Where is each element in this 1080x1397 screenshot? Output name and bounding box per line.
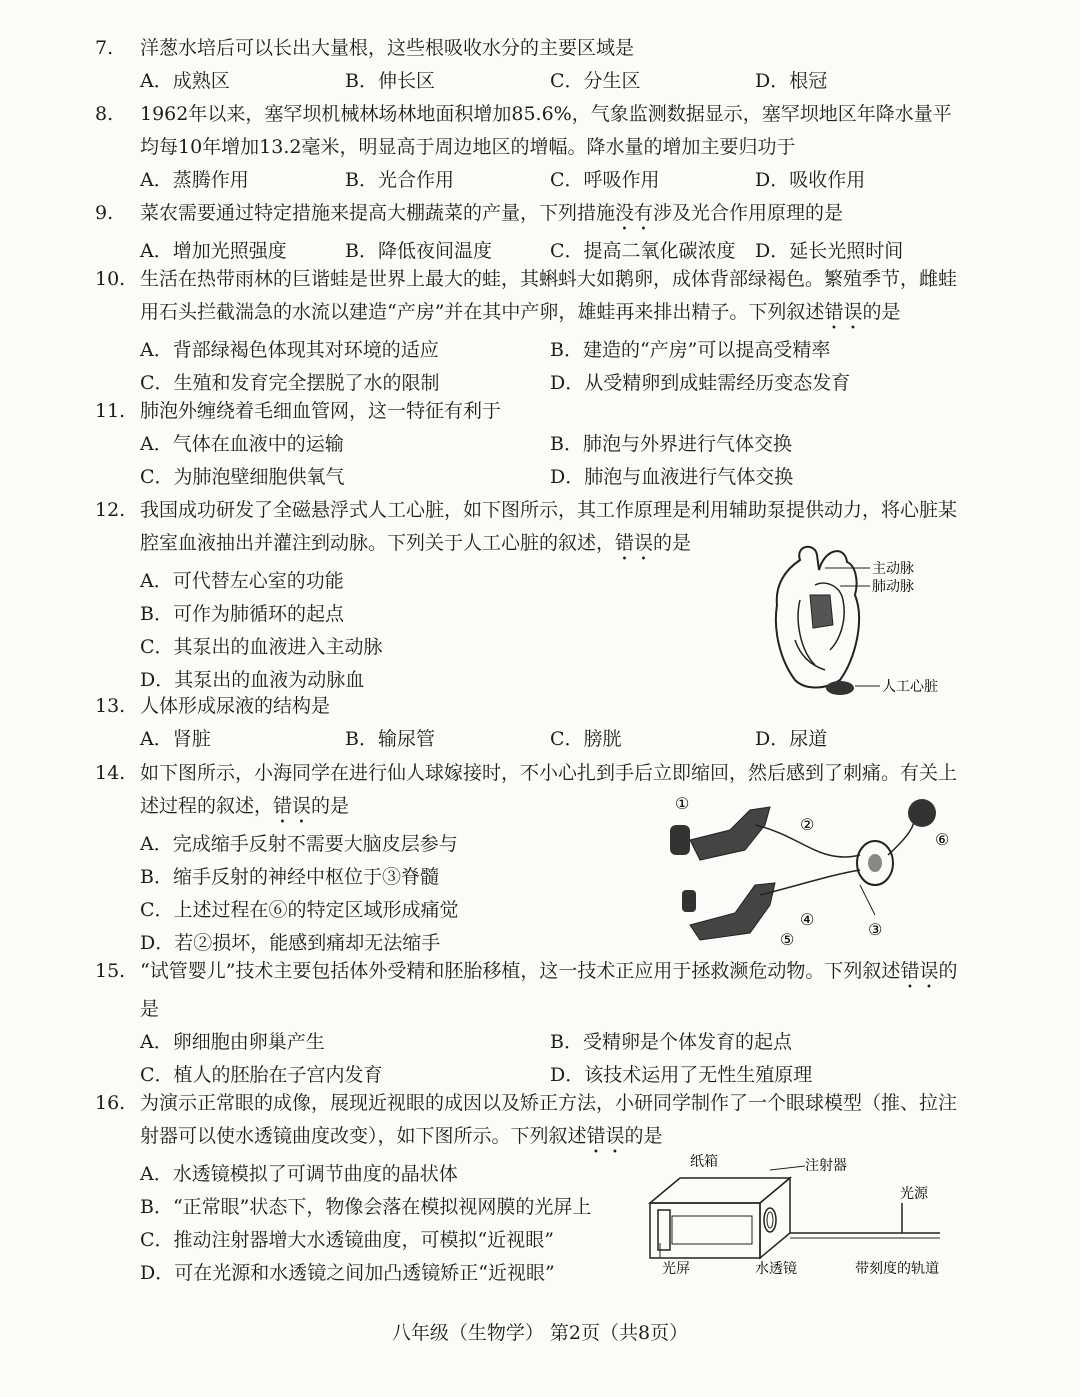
option-b: B．光合作用 — [345, 169, 454, 191]
question-number: 11. — [95, 400, 126, 422]
option-c: C．推动注射器增大水透镜曲度，可模拟“近视眼” — [140, 1229, 554, 1251]
label-water-lens: 水透镜 — [755, 1261, 797, 1277]
reflex-arc-figure — [660, 795, 955, 950]
question-number: 14. — [95, 762, 126, 784]
mark-3: ③ — [868, 920, 883, 939]
option-a: A．成熟区 — [140, 70, 230, 92]
option-a: A．水透镜模拟了可调节曲度的晶状体 — [140, 1163, 458, 1185]
option-a: A．背部绿褐色体现其对环境的适应 — [140, 339, 439, 361]
question-stem: 肺泡外缠绕着毛细血管网，这一特征有利于 — [140, 400, 502, 422]
question-stem-end: 的是 — [653, 532, 692, 554]
option-a: A．可代替左心室的功能 — [140, 570, 344, 592]
option-c: C．膀胱 — [550, 728, 622, 750]
option-a: A．完成缩手反射不需要大脑皮层参与 — [140, 833, 458, 855]
label-light-source: 光源 — [900, 1186, 928, 1202]
option-b: B．肺泡与外界进行气体交换 — [550, 433, 792, 455]
option-c: C．植人的胚胎在子宫内发育 — [140, 1064, 383, 1086]
option-d: D．该技术运用了无性生殖原理 — [550, 1064, 813, 1086]
option-c: C．上述过程在⑥的特定区域形成痛觉 — [140, 899, 459, 921]
question-number: 12. — [95, 499, 126, 521]
option-c: C．生殖和发育完全摆脱了水的限制 — [140, 372, 440, 394]
mark-5: ⑤ — [780, 930, 795, 949]
emphasis-word: 错误 — [615, 532, 654, 554]
option-a: A．增加光照强度 — [140, 240, 287, 262]
question-number: 15. — [95, 960, 126, 982]
option-a: A．肾脏 — [140, 728, 211, 750]
option-d: D．延长光照时间 — [755, 240, 904, 262]
eye-model-figure — [640, 1148, 960, 1283]
question-stem: “试管婴儿”技术主要包括体外受精和胚胎移植，这一技术正应用于拯救濒危动物。下列叙述 — [140, 960, 901, 982]
question-number: 8. — [95, 103, 114, 125]
mark-6: ⑥ — [935, 830, 950, 849]
option-d: D．可在光源和水透镜之间加凸透镜矫正“近视眼” — [140, 1262, 555, 1284]
option-d: D．尿道 — [755, 728, 828, 750]
option-c: C．为肺泡壁细胞供氧气 — [140, 466, 345, 488]
option-b: B．受精卵是个体发育的起点 — [550, 1031, 792, 1053]
option-c: C．分生区 — [550, 70, 641, 92]
question-stem: 1962年以来，塞罕坝机械林场林地面积增加85.6%，气象监测数据显示，塞罕坝地区年降水量平均每10年增加13.2毫米，明显高于周边地区的增幅。降水量的增加主要归功于 — [140, 103, 952, 158]
option-d: D．吸收作用 — [755, 169, 866, 191]
question-stem: 我国成功研发了全磁悬浮式人工心脏，如下图所示，其工作原理是利用辅助泵提供动力，将心脏某腔室血液抽出并灌注到动脉。下列关于人工心脏的叙述， — [140, 499, 958, 554]
label-box: 纸箱 — [690, 1154, 718, 1170]
question-9 — [95, 197, 960, 268]
question-stem: 人体形成尿液的结构是 — [140, 695, 331, 717]
label-screen: 光屏 — [662, 1261, 690, 1277]
option-a: A．气体在血液中的运输 — [140, 433, 344, 455]
question-number: 9. — [95, 202, 114, 224]
question-stem-end: 涉及光合作用原理的是 — [653, 202, 844, 224]
question-number: 10. — [95, 268, 126, 290]
emphasis-word: 没有 — [615, 202, 654, 224]
option-b: B．“正常眼”状态下，物像会落在模拟视网膜的光屏上 — [140, 1196, 592, 1218]
question-stem: 为演示正常眼的成像，展现近视眼的成因以及矫正方法，小研同学制作了一个眼球模型（推、拉注射器可以使水透镜曲度改变），如下图所示。下列叙述 — [140, 1092, 958, 1147]
page-footer: 八年级（生物学） 第2页（共8页） — [391, 1322, 689, 1344]
option-b: B．降低夜间温度 — [345, 240, 492, 262]
option-d: D．肺泡与血液进行气体交换 — [550, 466, 794, 488]
option-d: D．其泵出的血液为动脉血 — [140, 669, 365, 691]
label-artificial-heart: 人工心脏 — [882, 679, 938, 695]
option-b: B．输尿管 — [345, 728, 435, 750]
option-d: D．若②损坏，能感到痛却无法缩手 — [140, 932, 441, 954]
emphasis-word: 错误 — [900, 960, 939, 982]
option-d: D．从受精卵到成蛙需经历变态发育 — [550, 372, 851, 394]
question-stem: 洋葱水培后可以长出大量根，这些根吸收水分的主要区域是 — [140, 37, 635, 59]
question-stem: 生活在热带雨林的巨谐蛙是世界上最大的蛙，其蝌蚪大如鹅卵，成体背部绿褐色。繁殖季节，雌蛙用石头拦截湍急的水流以建造“产房”并在其中产卵，雄蛙再来排出精子。下列叙述 — [140, 268, 958, 323]
question-stem-end: 的是 — [624, 1125, 663, 1147]
option-c: C．其泵出的血液进入主动脉 — [140, 636, 383, 658]
question-15 — [95, 955, 960, 1092]
label-syringe: 注射器 — [805, 1158, 847, 1174]
option-b: B．伸长区 — [345, 70, 435, 92]
option-a: A．卵细胞由卵巢产生 — [140, 1031, 325, 1053]
question-stem-end: 的是 — [862, 301, 901, 323]
question-number: 16. — [95, 1092, 126, 1114]
question-stem-end: 的是 — [140, 960, 958, 1020]
question-stem-end: 的是 — [311, 795, 350, 817]
option-b: B．缩手反射的神经中枢位于③脊髓 — [140, 866, 439, 888]
emphasis-word: 错误 — [824, 301, 863, 323]
label-aorta: 主动脉 — [872, 561, 914, 577]
option-b: B．可作为肺循环的起点 — [140, 603, 344, 625]
question-11 — [95, 395, 960, 494]
question-7 — [95, 32, 960, 98]
emphasis-word: 错误 — [586, 1125, 625, 1147]
reflex-drawing — [660, 795, 955, 950]
option-b: B．建造的“产房”可以提高受精率 — [550, 339, 831, 361]
option-c: C．呼吸作用 — [550, 169, 660, 191]
question-number: 13. — [95, 695, 126, 717]
label-track: 带刻度的轨道 — [855, 1261, 939, 1277]
emphasis-word: 错误 — [273, 795, 312, 817]
question-number: 7. — [95, 37, 114, 59]
question-stem: 如下图所示，小海同学在进行仙人球嫁接时，不小心扎到手后立即缩回，然后感到了刺痛。有关上述过程的叙述， — [140, 762, 958, 817]
eye-model-drawing — [640, 1148, 960, 1283]
question-13 — [95, 690, 960, 756]
mark-4: ④ — [800, 910, 815, 929]
question-stem: 菜农需要通过特定措施来提高大棚蔬菜的产量，下列措施 — [140, 202, 616, 224]
question-8 — [95, 98, 960, 197]
option-d: D．根冠 — [755, 70, 828, 92]
heart-drawing — [755, 540, 960, 700]
mark-1: ① — [675, 795, 690, 813]
artificial-heart-figure — [755, 540, 960, 700]
question-10 — [95, 263, 960, 400]
mark-2: ② — [800, 815, 815, 834]
label-pulmonary-artery: 肺动脉 — [872, 579, 914, 595]
option-a: A．蒸腾作用 — [140, 169, 249, 191]
option-c: C．提高二氧化碳浓度 — [550, 240, 736, 262]
